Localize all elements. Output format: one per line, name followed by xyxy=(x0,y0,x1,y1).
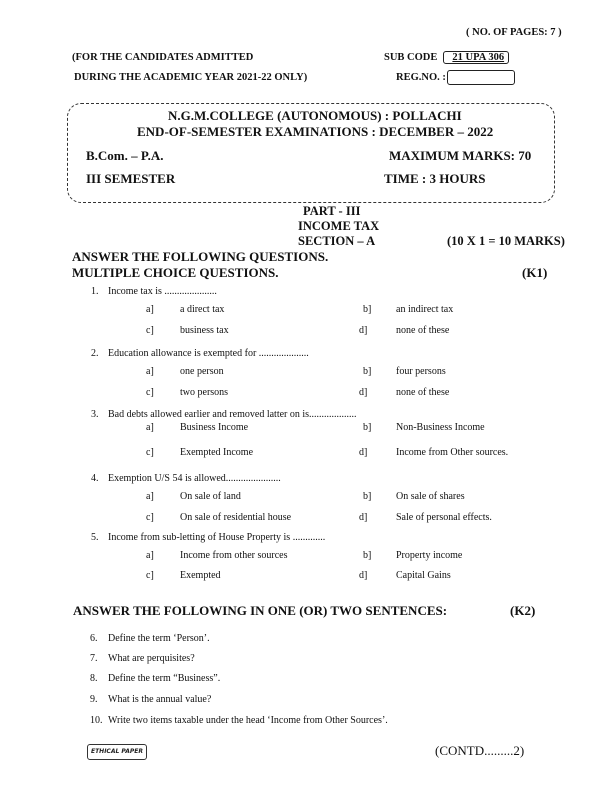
option-label: c] xyxy=(146,447,154,458)
question-text: Education allowance is exempted for .................... xyxy=(108,348,309,359)
option-label: b] xyxy=(363,491,372,502)
mcq-question xyxy=(91,348,309,359)
option-text: two persons xyxy=(180,387,229,398)
option-text: Exempted Income xyxy=(180,447,254,458)
part-label: PART - III xyxy=(303,204,361,218)
instruction-mcq: MULTIPLE CHOICE QUESTIONS. xyxy=(72,265,279,280)
semester: III SEMESTER xyxy=(86,171,176,186)
question-text: Income tax is ..................... xyxy=(108,286,217,297)
max-marks: MAXIMUM MARKS: 70 xyxy=(389,148,532,163)
option-label: d] xyxy=(359,447,368,458)
option-text: Exempted xyxy=(180,570,221,581)
option-text: none of these xyxy=(396,325,450,336)
knowledge-level-k1: (K1) xyxy=(522,265,548,280)
option-label: a] xyxy=(146,491,154,502)
option-label: c] xyxy=(146,325,154,336)
question-text: Bad debts allowed earlier and removed latter on is................... xyxy=(108,409,357,420)
exam-title: END-OF-SEMESTER EXAMINATIONS : DECEMBER – 2022 xyxy=(137,124,494,139)
ethical-paper-stamp: ETHICAL PAPER xyxy=(87,744,147,760)
option-text: none of these xyxy=(396,387,450,398)
option-text: a direct tax xyxy=(180,304,225,315)
option-label: c] xyxy=(146,387,154,398)
option-label: d] xyxy=(359,387,368,398)
option-label: d] xyxy=(359,325,368,336)
continued-note: (CONTD.........2) xyxy=(435,743,525,758)
option-text: Income from other sources xyxy=(180,550,288,561)
short-question xyxy=(90,673,220,684)
question-number: 9. xyxy=(90,694,98,705)
option-label: a] xyxy=(146,550,154,561)
question-number: 5. xyxy=(91,532,99,543)
sub-code-row xyxy=(384,51,509,64)
question-text: Income from sub-letting of House Property is ............. xyxy=(108,532,326,543)
short-question xyxy=(90,653,195,664)
option-text: Non-Business Income xyxy=(396,422,485,433)
college-name: N.G.M.COLLEGE (AUTONOMOUS) : POLLACHI xyxy=(168,108,462,123)
short-question xyxy=(90,633,210,644)
course-name: B.Com. – P.A. xyxy=(86,148,164,163)
option-label: a] xyxy=(146,366,154,377)
question-number: 4. xyxy=(91,473,99,484)
question-text: Write two items taxable under the head ‘Income from Other Sources’. xyxy=(108,715,388,726)
mcq-question xyxy=(91,532,325,543)
option-text: one person xyxy=(180,366,224,377)
option-label: a] xyxy=(146,422,154,433)
option-text: On sale of land xyxy=(180,491,241,502)
mcq-question xyxy=(91,409,357,420)
option-text: four persons xyxy=(396,366,446,377)
option-label: c] xyxy=(146,570,154,581)
option-text: Income from Other sources. xyxy=(396,447,509,458)
question-text: Define the term ‘Person’. xyxy=(108,633,210,644)
section-label: SECTION – A xyxy=(298,234,376,248)
option-label: d] xyxy=(359,570,368,581)
option-text: business tax xyxy=(180,325,229,336)
knowledge-level-k2: (K2) xyxy=(510,603,536,618)
question-number: 6. xyxy=(90,633,98,644)
question-number: 1. xyxy=(91,286,99,297)
question-number: 2. xyxy=(91,348,99,359)
reg-no-field[interactable] xyxy=(447,70,515,85)
question-number: 10. xyxy=(90,715,103,726)
option-text: Capital Gains xyxy=(396,570,451,581)
instruction-short-answer: ANSWER THE FOLLOWING IN ONE (OR) TWO SENTENCES: xyxy=(73,603,448,618)
mcq-question xyxy=(91,473,281,484)
option-text: Sale of personal effects. xyxy=(396,512,492,523)
option-text: On sale of shares xyxy=(396,491,465,502)
question-number: 8. xyxy=(90,673,98,684)
instruction-answer: ANSWER THE FOLLOWING QUESTIONS. xyxy=(72,249,329,264)
page-count: ( NO. OF PAGES: 7 ) xyxy=(466,27,562,38)
question-number: 3. xyxy=(91,409,99,420)
candidates-note-line2: DURING THE ACADEMIC YEAR 2021-22 ONLY) xyxy=(74,72,308,83)
option-label: b] xyxy=(363,550,372,561)
sub-code-label: SUB CODE xyxy=(384,52,438,63)
option-label: b] xyxy=(363,422,372,433)
subject-title: INCOME TAX xyxy=(298,219,380,233)
option-label: b] xyxy=(363,366,372,377)
option-text: Business Income xyxy=(180,422,249,433)
option-text: an indirect tax xyxy=(396,304,454,315)
short-question xyxy=(90,715,388,726)
option-label: a] xyxy=(146,304,154,315)
sub-code-value: 21 UPA 306 xyxy=(443,51,509,64)
question-number: 7. xyxy=(90,653,98,664)
candidates-note-line1: (FOR THE CANDIDATES ADMITTED xyxy=(72,52,254,63)
short-question xyxy=(90,694,211,705)
option-text: Property income xyxy=(396,550,463,561)
option-label: d] xyxy=(359,512,368,523)
exam-time: TIME : 3 HOURS xyxy=(384,171,486,186)
question-text: What are perquisites? xyxy=(108,653,195,664)
question-text: Exemption U/S 54 is allowed...................... xyxy=(108,473,281,484)
section-marks: (10 X 1 = 10 MARKS) xyxy=(447,234,565,248)
question-text: Define the term “Business”. xyxy=(108,673,221,684)
option-label: b] xyxy=(363,304,372,315)
question-text: What is the annual value? xyxy=(108,694,212,705)
mcq-question xyxy=(91,286,217,297)
option-text: On sale of residential house xyxy=(180,512,292,523)
reg-no-label: REG.NO. : xyxy=(396,71,446,83)
option-label: c] xyxy=(146,512,154,523)
reg-no-row xyxy=(396,70,515,85)
